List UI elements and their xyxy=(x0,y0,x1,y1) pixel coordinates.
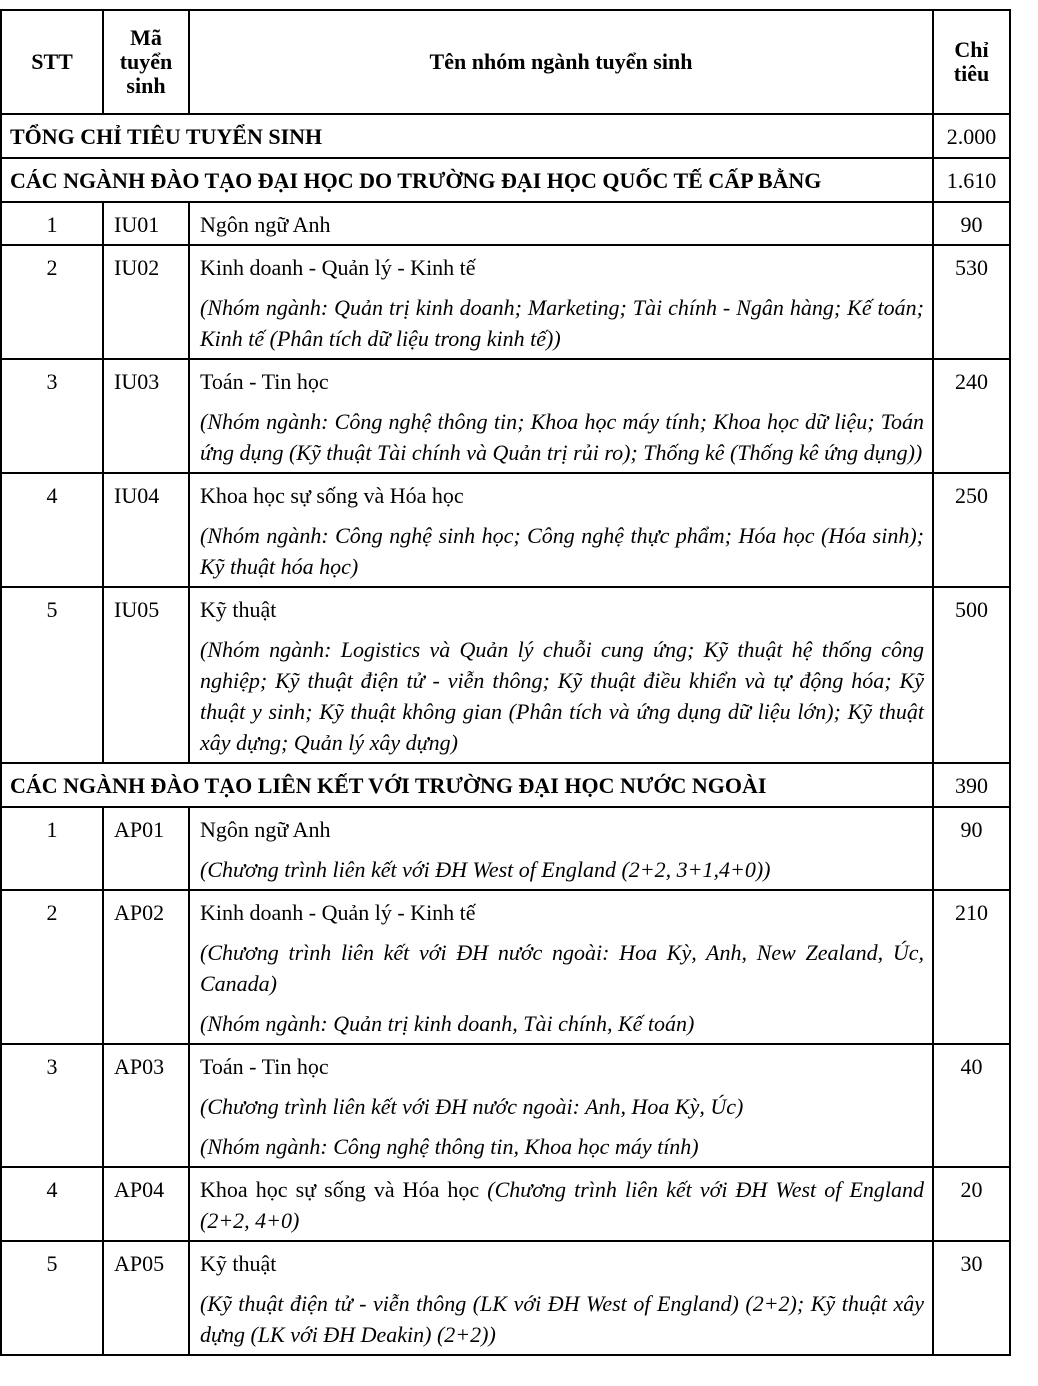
row-code: IU03 xyxy=(103,359,189,473)
header-ma-line: Mã xyxy=(130,25,162,50)
program-detail: (Kỹ thuật điện tử - viễn thông (LK với ĐH West of England) (2+2); Kỹ thuật xây dựng (LK với ĐH Deakin) (2+2)) xyxy=(200,1291,924,1347)
header-ma-line: sinh xyxy=(126,73,166,98)
header-chitieu-line: Chỉ xyxy=(954,37,989,62)
row-code: IU01 xyxy=(103,202,189,245)
program-name: Khoa học sự sống và Hóa học xyxy=(200,1177,480,1202)
program-name: Kỹ thuật xyxy=(200,597,277,622)
program-detail: (Nhóm ngành: Công nghệ sinh học; Công nghệ thực phẩm; Hóa học (Hóa sinh); Kỹ thuật hóa học) xyxy=(200,523,924,579)
row-stt: 5 xyxy=(1,587,103,763)
row-quota: 530 xyxy=(933,245,1010,359)
table-row xyxy=(1,1241,1010,1355)
row-stt: 5 xyxy=(1,1241,103,1355)
row-program xyxy=(189,359,933,473)
row-stt: 2 xyxy=(1,245,103,359)
program-name: Khoa học sự sống và Hóa học xyxy=(200,483,464,508)
row-code: IU02 xyxy=(103,245,189,359)
program-detail: (Nhóm ngành: Công nghệ thông tin; Khoa học máy tính; Khoa học dữ liệu; Toán ứng dụng (Kỹ thuật Tài chính và Quản trị rủi ro); Thống kê (Thống kê ứng dụng)) xyxy=(200,409,924,465)
header-chitieu xyxy=(933,10,1010,114)
table-row xyxy=(1,202,1010,245)
total-value: 2.000 xyxy=(933,114,1010,158)
program-name: Kỹ thuật xyxy=(200,1251,277,1276)
row-stt: 3 xyxy=(1,359,103,473)
header-chitieu-line: tiêu xyxy=(953,61,990,86)
program-name: Toán - Tin học xyxy=(200,369,329,394)
header-row xyxy=(1,10,1010,114)
program-name: Toán - Tin học xyxy=(200,1054,329,1079)
program-detail: (Chương trình liên kết với ĐH West of England (2+2, 4+0) xyxy=(200,1177,924,1233)
row-stt: 1 xyxy=(1,202,103,245)
row-code: AP04 xyxy=(103,1167,189,1241)
section-label: CÁC NGÀNH ĐÀO TẠO LIÊN KẾT VỚI TRƯỜNG ĐẠI HỌC NƯỚC NGOÀI xyxy=(1,763,933,807)
table-row xyxy=(1,473,1010,587)
row-quota: 30 xyxy=(933,1241,1010,1355)
row-quota: 240 xyxy=(933,359,1010,473)
row-program xyxy=(189,202,933,245)
row-program xyxy=(189,1044,933,1167)
total-row xyxy=(1,114,1010,158)
row-stt: 4 xyxy=(1,473,103,587)
program-detail: (Nhóm ngành: Logistics và Quản lý chuỗi cung ứng; Kỹ thuật hệ thống công nghiệp; Kỹ thuật điện tử - viễn thông; Kỹ thuật điều khiển và tự động hóa; Kỹ thuật y sinh; Kỹ thuật không gian (Phân tích và ứng dụng dữ liệu lớn); Kỹ thuật xây dựng; Quản lý xây dựng) xyxy=(200,637,924,755)
row-code: IU04 xyxy=(103,473,189,587)
row-quota: 250 xyxy=(933,473,1010,587)
row-code: IU05 xyxy=(103,587,189,763)
table-row xyxy=(1,1167,1010,1241)
program-detail: (Chương trình liên kết với ĐH West of England (2+2, 3+1,4+0)) xyxy=(200,857,771,882)
row-code: AP01 xyxy=(103,807,189,890)
program-name: Ngôn ngữ Anh xyxy=(200,212,331,237)
row-quota: 20 xyxy=(933,1167,1010,1241)
row-quota: 40 xyxy=(933,1044,1010,1167)
admission-quota-table xyxy=(0,9,1011,1356)
program-name: Kinh doanh - Quản lý - Kinh tế xyxy=(200,900,476,925)
row-stt: 1 xyxy=(1,807,103,890)
row-code: AP03 xyxy=(103,1044,189,1167)
program-name: Kinh doanh - Quản lý - Kinh tế xyxy=(200,255,476,280)
row-code: AP05 xyxy=(103,1241,189,1355)
program-detail: (Nhóm ngành: Quản trị kinh doanh, Tài chính, Kế toán) xyxy=(200,1011,695,1036)
row-stt: 3 xyxy=(1,1044,103,1167)
header-ma xyxy=(103,10,189,114)
table-row xyxy=(1,587,1010,763)
header-ma-line: tuyển xyxy=(119,49,173,74)
row-quota: 500 xyxy=(933,587,1010,763)
row-program xyxy=(189,473,933,587)
row-quota: 90 xyxy=(933,202,1010,245)
row-code: AP02 xyxy=(103,890,189,1044)
program-detail: (Chương trình liên kết với ĐH nước ngoài: Hoa Kỳ, Anh, New Zealand, Úc, Canada) xyxy=(200,940,924,996)
section-label: CÁC NGÀNH ĐÀO TẠO ĐẠI HỌC DO TRƯỜNG ĐẠI HỌC QUỐC TẾ CẤP BẰNG xyxy=(1,158,933,202)
row-quota: 210 xyxy=(933,890,1010,1044)
table-row xyxy=(1,359,1010,473)
row-stt: 4 xyxy=(1,1167,103,1241)
row-program xyxy=(189,1241,933,1355)
section-value: 390 xyxy=(933,763,1010,807)
program-detail: (Nhóm ngành: Công nghệ thông tin, Khoa học máy tính) xyxy=(200,1134,699,1159)
section-row xyxy=(1,158,1010,202)
table-row xyxy=(1,1044,1010,1167)
program-detail: (Chương trình liên kết với ĐH nước ngoài: Anh, Hoa Kỳ, Úc) xyxy=(200,1094,744,1119)
header-stt: STT xyxy=(1,10,103,114)
row-stt: 2 xyxy=(1,890,103,1044)
table-row xyxy=(1,890,1010,1044)
row-program xyxy=(189,587,933,763)
table-row xyxy=(1,245,1010,359)
table-row xyxy=(1,807,1010,890)
row-program xyxy=(189,1167,933,1241)
row-program xyxy=(189,807,933,890)
program-detail: (Nhóm ngành: Quản trị kinh doanh; Marketing; Tài chính - Ngân hàng; Kế toán; Kinh tế (Phân tích dữ liệu trong kinh tế)) xyxy=(200,295,924,351)
total-label: TỔNG CHỈ TIÊU TUYỂN SINH xyxy=(1,114,933,158)
section-value: 1.610 xyxy=(933,158,1010,202)
header-ten: Tên nhóm ngành tuyển sinh xyxy=(189,10,933,114)
row-quota: 90 xyxy=(933,807,1010,890)
section-row xyxy=(1,763,1010,807)
row-program xyxy=(189,245,933,359)
program-name: Ngôn ngữ Anh xyxy=(200,817,331,842)
row-program xyxy=(189,890,933,1044)
